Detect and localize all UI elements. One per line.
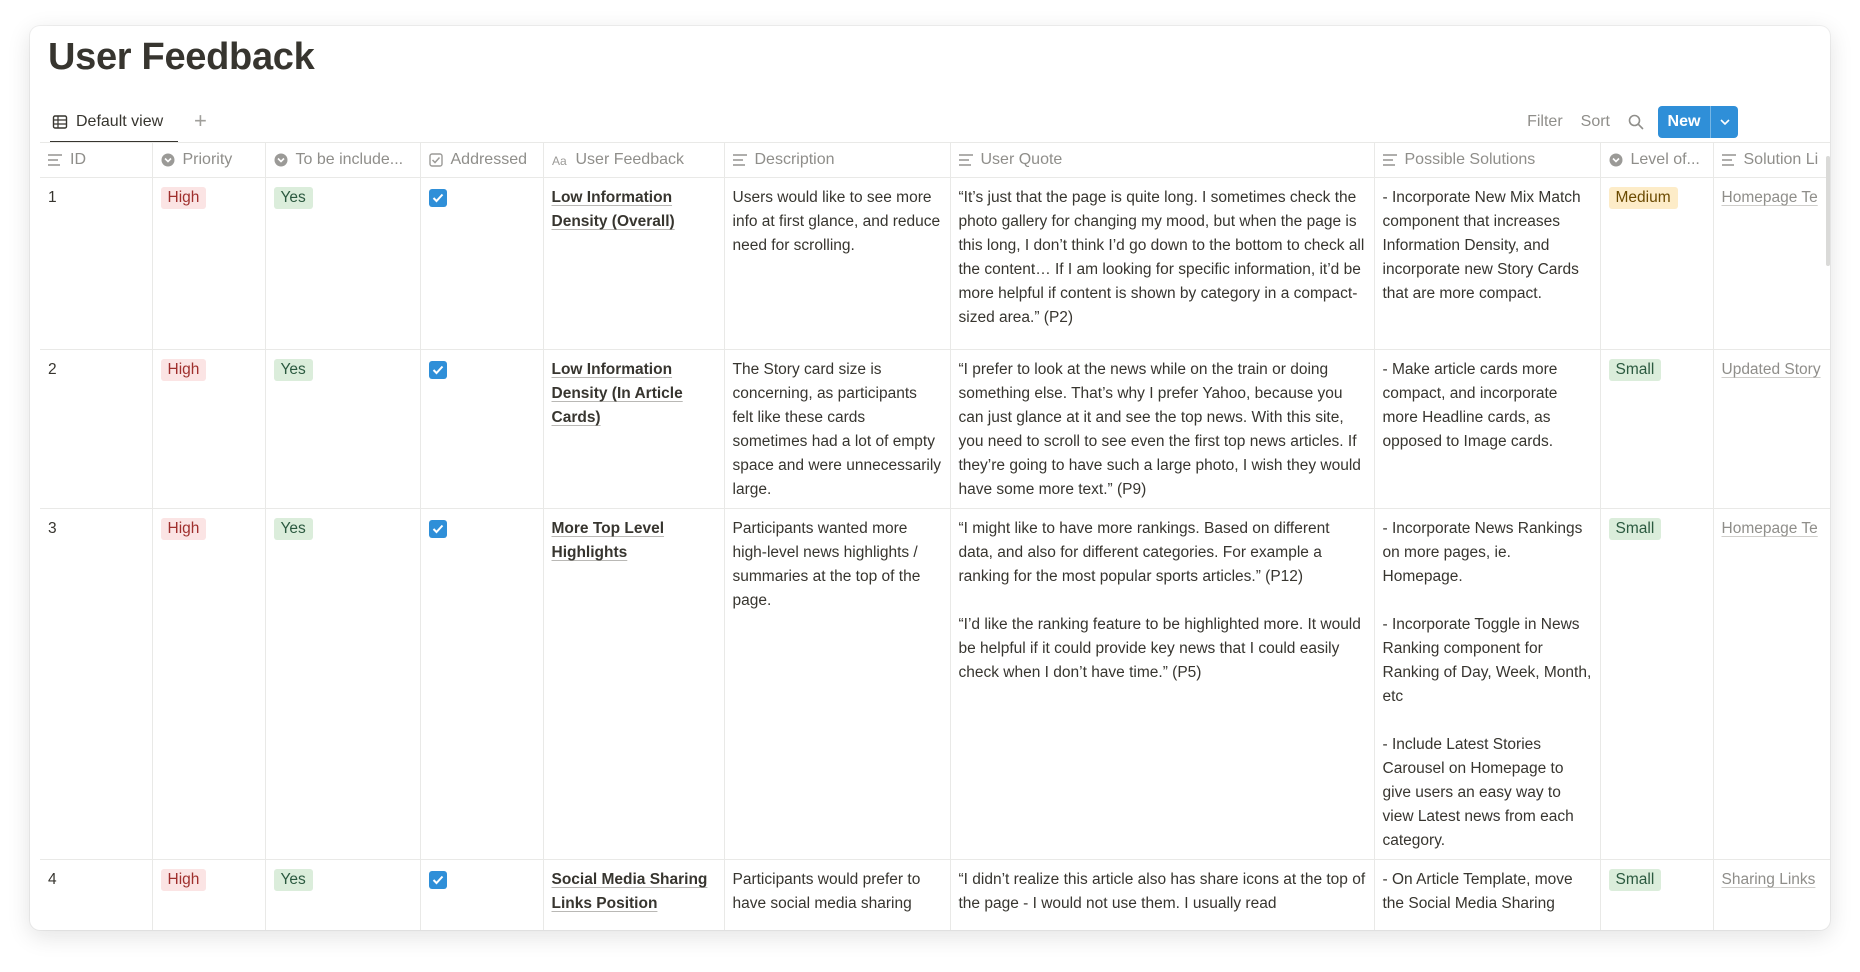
column-header-content xyxy=(429,151,535,169)
cell-id[interactable] xyxy=(40,178,152,350)
column-header-label: Level of... xyxy=(1630,151,1700,168)
cell-include[interactable] xyxy=(265,178,420,350)
include-tag: Yes xyxy=(274,518,313,540)
checkbox-checked-icon[interactable] xyxy=(429,871,447,889)
row-id: 4 xyxy=(48,871,57,888)
cell-priority[interactable] xyxy=(152,178,265,350)
cell-level[interactable] xyxy=(1600,350,1713,509)
solutions-text: - Incorporate News Rankings on more pages, ie. Homepage. - Incorporate Toggle in News Ranking component for Ranking of Day, Week, Month, etc - Include Latest Stories Carousel on Homepage to give users an easy way to view Latest news from each category. xyxy=(1382,520,1592,849)
priority-tag: High xyxy=(161,518,207,540)
cell-possible-solutions[interactable] xyxy=(1374,350,1600,509)
plus-icon[interactable]: + xyxy=(194,108,207,133)
column-header[interactable] xyxy=(1374,143,1600,178)
title-icon xyxy=(552,154,568,166)
table-header-row xyxy=(40,143,1830,178)
table-row[interactable] xyxy=(40,350,1830,509)
chevron-down-icon[interactable] xyxy=(1711,119,1738,125)
cell-user-feedback[interactable] xyxy=(543,509,724,860)
column-header-content xyxy=(733,151,942,169)
column-header-content xyxy=(1722,151,1831,169)
column-header-content xyxy=(48,151,144,169)
quote-text: “It’s just that the page is quite long. I sometimes check the photo gallery for changing my mood, but when the page is this long, I don’t think I’d go down to the bottom to check all the content… If I am looking for specific information, it’d be more helpful if content is shown by category in a compact-sized area.” (P2) xyxy=(958,189,1365,326)
priority-tag: High xyxy=(161,869,207,891)
solutions-text: - Incorporate New Mix Match component that increases Information Density, and incorporate new Story Cards that are more compact. xyxy=(1382,189,1581,302)
column-header-label: Priority xyxy=(182,151,233,168)
column-header[interactable] xyxy=(950,143,1374,178)
column-header-content xyxy=(1383,151,1592,169)
level-tag: Small xyxy=(1609,518,1662,540)
cell-description[interactable] xyxy=(724,178,950,350)
description-text: The Story card size is concerning, as participants felt like these cards sometimes had a lot of empty space and were unnecessarily large. xyxy=(732,361,942,498)
feedback-title[interactable]: More Top Level Highlights xyxy=(551,520,665,561)
cell-user-quote[interactable] xyxy=(950,509,1374,860)
cell-include[interactable] xyxy=(265,350,420,509)
table-row[interactable] xyxy=(40,178,1830,350)
cell-include[interactable] xyxy=(265,509,420,860)
column-header-label: User Quote xyxy=(980,151,1063,168)
row-id: 2 xyxy=(48,361,57,378)
cell-solution-link[interactable] xyxy=(1713,350,1830,509)
tab-default-view[interactable] xyxy=(52,102,163,142)
quote-text: “I prefer to look at the news while on the train or doing something else. That’s why I prefer Yahoo, because you can just glance at it and see the top news. With this site, you need to scroll to see even the first top news articles. If they’re going to have such a large photo, I wish they would have some more text.” (P9) xyxy=(958,361,1361,498)
feedback-title[interactable]: Social Media Sharing Links Position xyxy=(551,871,708,912)
svg-text:Aa: Aa xyxy=(551,154,567,166)
table-row[interactable] xyxy=(40,860,1830,931)
select-icon xyxy=(274,153,288,167)
text-icon xyxy=(959,154,973,166)
cell-addressed xyxy=(420,509,543,860)
filter-button[interactable]: Filter xyxy=(1527,113,1563,130)
solution-link[interactable]: Homepage Te xyxy=(1721,189,1818,206)
cell-possible-solutions[interactable] xyxy=(1374,509,1600,860)
solution-link[interactable]: Homepage Te xyxy=(1721,520,1818,537)
column-header[interactable] xyxy=(152,143,265,178)
solutions-text: - On Article Template, move the Social Media Sharing xyxy=(1382,871,1573,912)
text-icon xyxy=(1383,154,1397,166)
column-header[interactable] xyxy=(265,143,420,178)
notion-window xyxy=(30,26,1830,930)
solutions-text: - Make article cards more compact, and incorporate more Headline cards, as opposed to Image cards. xyxy=(1382,361,1558,450)
cell-solution-link[interactable] xyxy=(1713,178,1830,350)
column-header[interactable] xyxy=(1600,143,1713,178)
cell-description[interactable] xyxy=(724,860,950,931)
column-header[interactable] xyxy=(40,143,152,178)
cell-include[interactable] xyxy=(265,860,420,931)
cell-priority[interactable] xyxy=(152,350,265,509)
cell-level[interactable] xyxy=(1600,509,1713,860)
cell-id[interactable] xyxy=(40,860,152,931)
checkbox-icon xyxy=(429,153,443,167)
cell-addressed xyxy=(420,178,543,350)
select-icon xyxy=(1609,153,1623,167)
column-header-content xyxy=(552,151,716,169)
column-header[interactable] xyxy=(724,143,950,178)
select-icon xyxy=(161,153,175,167)
column-header-label: Description xyxy=(754,151,835,168)
cell-id[interactable] xyxy=(40,509,152,860)
cell-addressed xyxy=(420,350,543,509)
level-tag: Small xyxy=(1609,869,1662,891)
cell-level[interactable] xyxy=(1600,178,1713,350)
cell-possible-solutions[interactable] xyxy=(1374,178,1600,350)
text-icon xyxy=(1722,154,1736,166)
quote-text: “I didn’t realize this article also has share icons at the top of the page - I would not use them. I usually read xyxy=(958,871,1366,912)
cell-user-feedback[interactable] xyxy=(543,860,724,931)
new-button[interactable] xyxy=(1658,106,1738,138)
priority-tag: High xyxy=(161,359,207,381)
description-text: Participants would prefer to have social media sharing xyxy=(732,871,921,912)
quote-text: “I might like to have more rankings. Based on different data, and also for different categories. For example a ranking for the most popular sports articles.” (P12) “I’d like the ranking feature to be highlighted more. It would be helpful if it could provide key news that I could easily check when I don’t have time.” (P5) xyxy=(958,520,1361,681)
row-id: 3 xyxy=(48,520,57,537)
cell-solution-link[interactable] xyxy=(1713,860,1830,931)
column-header[interactable] xyxy=(1713,143,1830,178)
cell-id[interactable] xyxy=(40,350,152,509)
database-table xyxy=(40,142,1830,930)
view-tab-label: Default view xyxy=(76,113,164,130)
page-title: User Feedback xyxy=(48,36,315,78)
sort-button[interactable]: Sort xyxy=(1580,113,1610,130)
row-id: 1 xyxy=(48,189,57,206)
checkbox-checked-icon[interactable] xyxy=(429,361,447,379)
cell-description[interactable] xyxy=(724,509,950,860)
column-header-content xyxy=(274,151,412,169)
column-header[interactable] xyxy=(543,143,724,178)
table-row[interactable] xyxy=(40,509,1830,860)
text-icon xyxy=(48,154,62,166)
description-text: Participants wanted more high-level news highlights / summaries at the top of the page. xyxy=(732,520,921,609)
include-tag: Yes xyxy=(274,359,313,381)
feedback-title[interactable]: Low Information Density (Overall) xyxy=(551,189,675,230)
table-icon xyxy=(52,114,68,130)
solution-link[interactable]: Updated Story xyxy=(1721,361,1821,378)
feedback-title[interactable]: Low Information Density (In Article Cards) xyxy=(551,361,683,426)
column-header[interactable] xyxy=(420,143,543,178)
search-icon[interactable] xyxy=(1628,114,1644,130)
column-header-label: Solution Li xyxy=(1743,151,1819,168)
cell-level[interactable] xyxy=(1600,860,1713,931)
column-header-label: ID xyxy=(70,151,86,168)
include-tag: Yes xyxy=(274,187,313,209)
level-tag: Small xyxy=(1609,359,1662,381)
text-icon xyxy=(733,154,747,166)
vertical-scrollbar[interactable] xyxy=(1826,156,1830,266)
checkbox-checked-icon[interactable] xyxy=(429,520,447,538)
solution-link[interactable]: Sharing Links xyxy=(1721,871,1816,888)
column-header-label: User Feedback xyxy=(575,151,684,168)
column-header-content xyxy=(1609,151,1705,169)
level-tag: Medium xyxy=(1609,187,1678,209)
column-header-content xyxy=(161,151,257,169)
column-header-content xyxy=(959,151,1366,169)
checkbox-checked-icon[interactable] xyxy=(429,189,447,207)
description-text: Users would like to see more info at first glance, and reduce need for scrolling. xyxy=(732,189,941,254)
column-header-label: Possible Solutions xyxy=(1404,151,1536,168)
cell-user-quote[interactable] xyxy=(950,350,1374,509)
cell-priority[interactable] xyxy=(152,509,265,860)
cell-description[interactable] xyxy=(724,350,950,509)
cell-priority[interactable] xyxy=(152,860,265,931)
cell-user-quote[interactable] xyxy=(950,860,1374,931)
cell-user-feedback[interactable] xyxy=(543,178,724,350)
column-header-label: To be include... xyxy=(295,151,404,168)
column-header-label: Addressed xyxy=(450,151,527,168)
cell-user-quote[interactable] xyxy=(950,178,1374,350)
priority-tag: High xyxy=(161,187,207,209)
cell-solution-link[interactable] xyxy=(1713,509,1830,860)
include-tag: Yes xyxy=(274,869,313,891)
new-button-label: New xyxy=(1667,113,1701,130)
cell-addressed xyxy=(420,860,543,931)
cell-possible-solutions[interactable] xyxy=(1374,860,1600,931)
cell-user-feedback[interactable] xyxy=(543,350,724,509)
